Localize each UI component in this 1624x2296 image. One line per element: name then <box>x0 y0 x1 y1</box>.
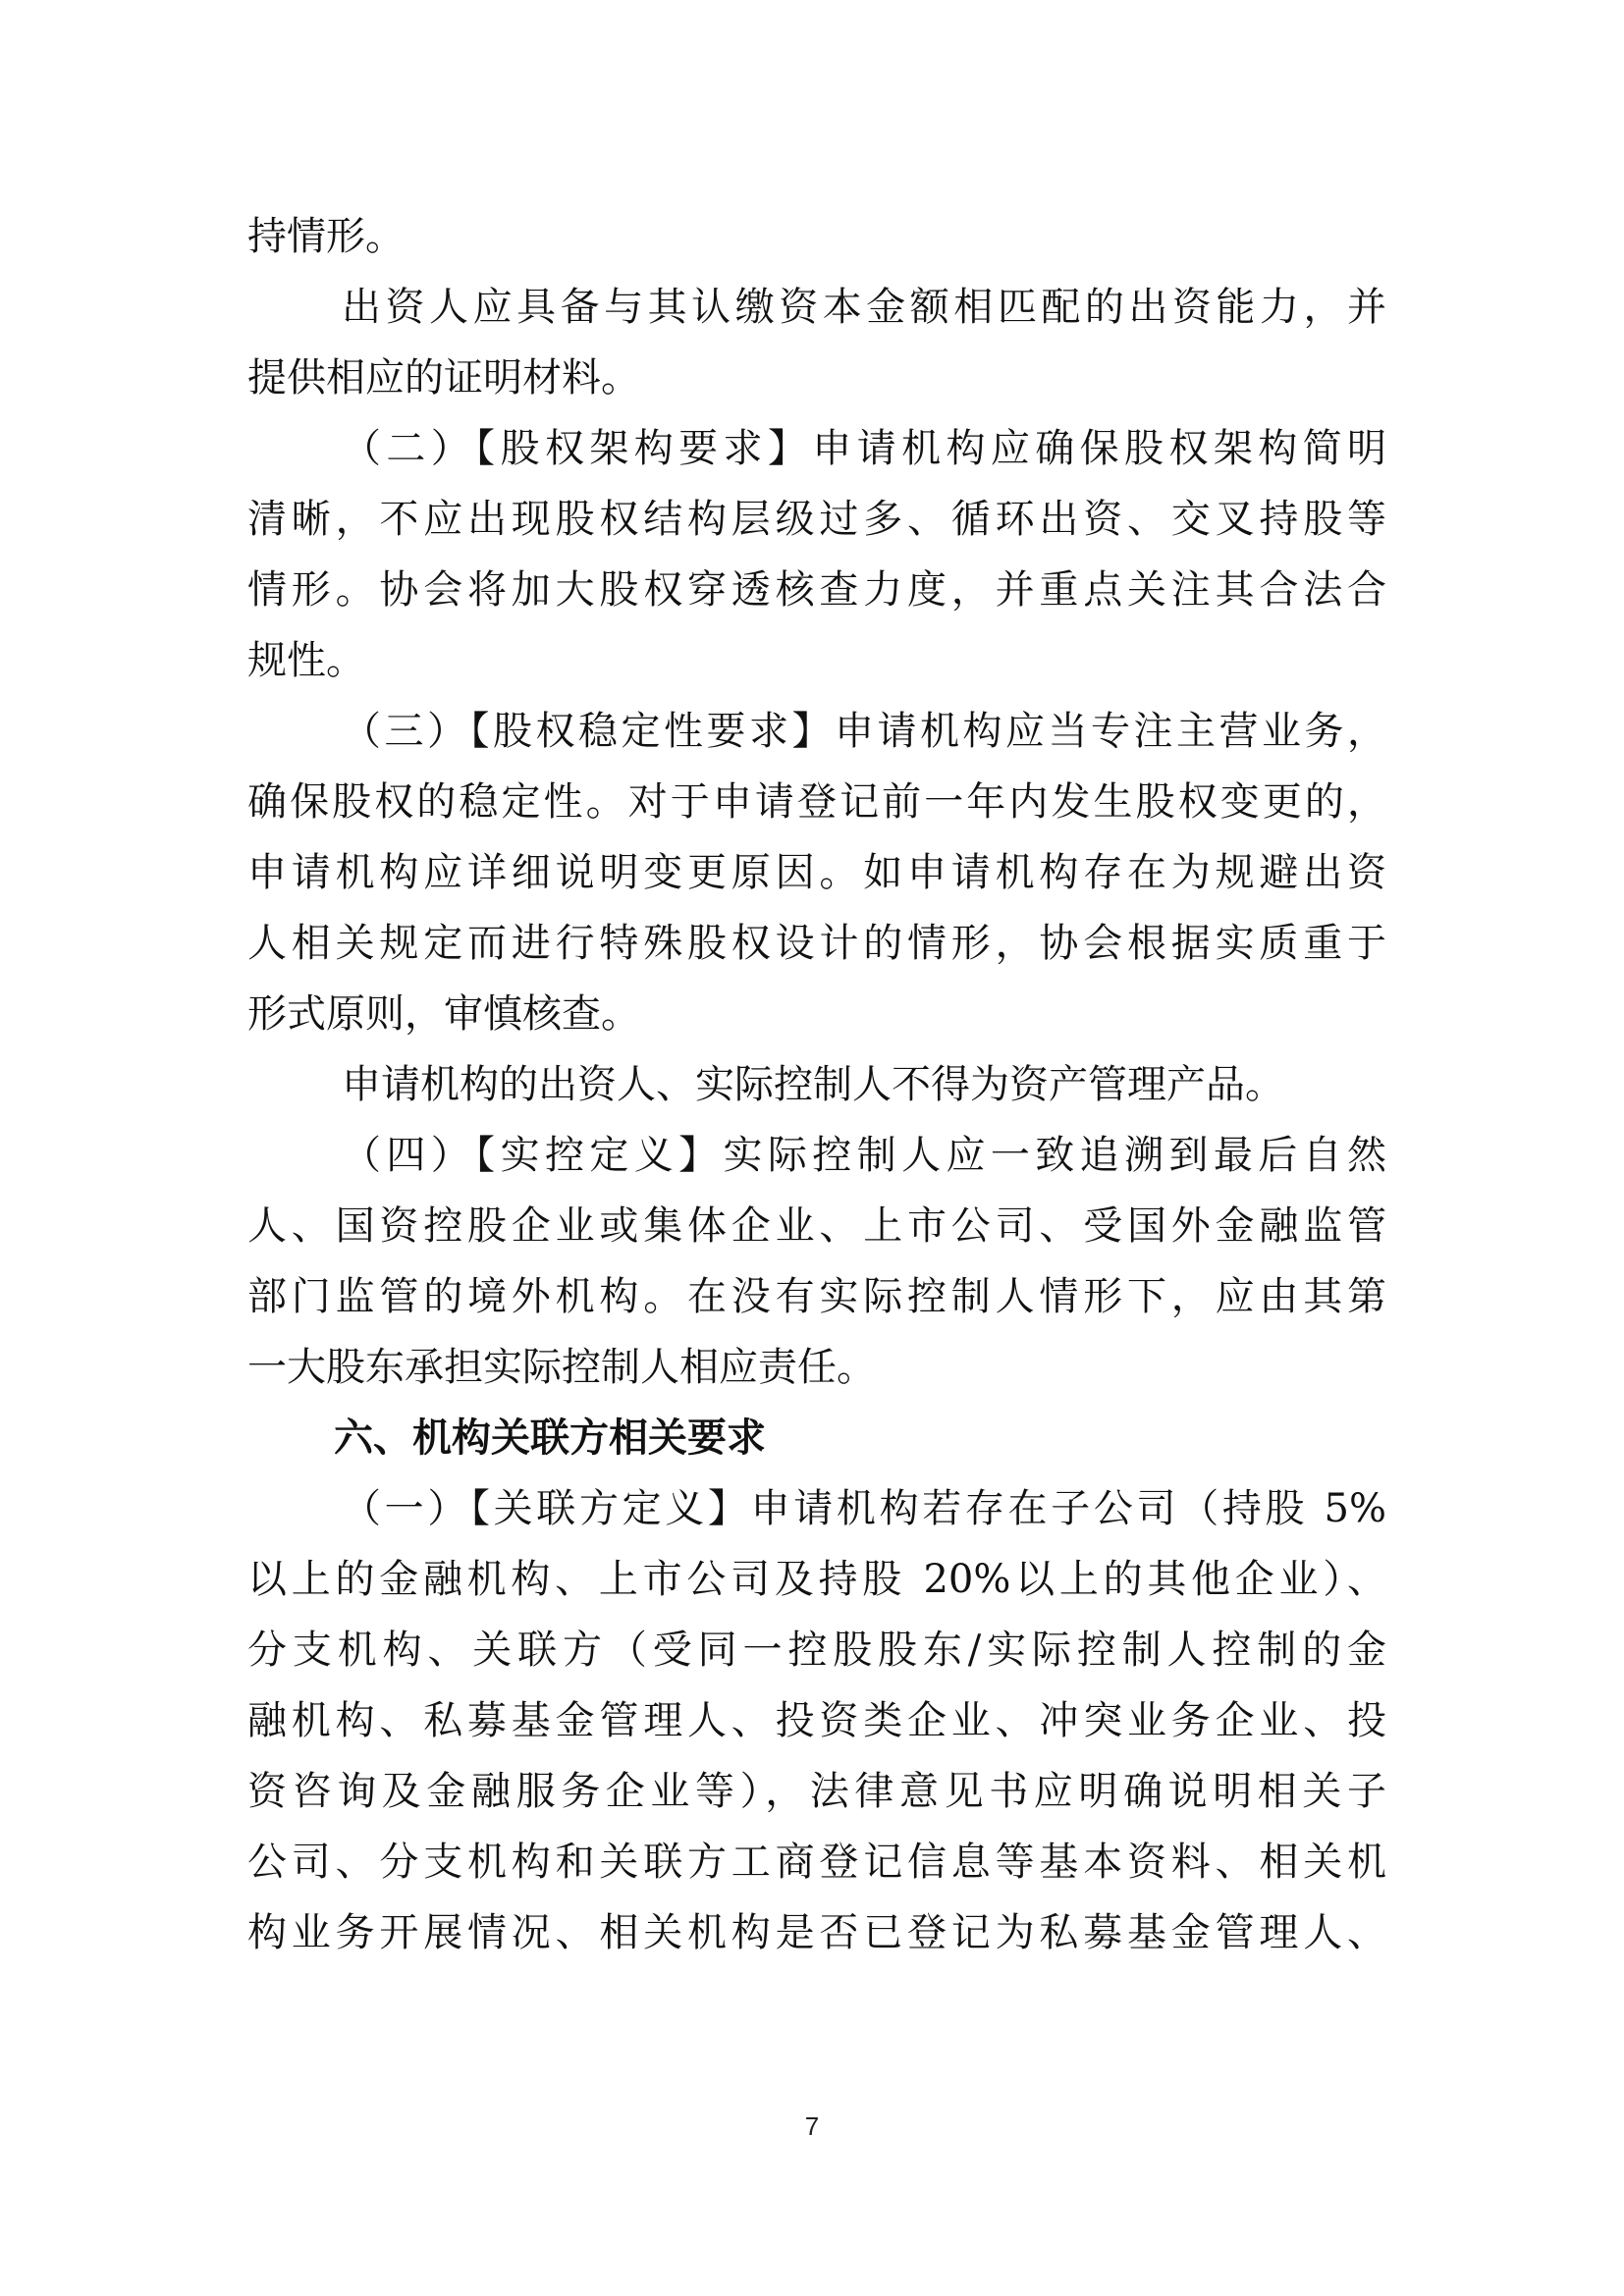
page-number: 7 <box>804 2111 820 2141</box>
text-line: 人、国资控股企业或集体企业、上市公司、受国外金融监管 <box>247 1203 1386 1249</box>
text-line: 确保股权的稳定性。对于申请登记前一年内发生股权变更的， <box>247 779 1386 825</box>
text-line: 构业务开展情况、相关机构是否已登记为私募基金管理人、 <box>247 1910 1386 1955</box>
text-line: 提供相应的证明材料。 <box>247 355 640 400</box>
text-line: 融机构、私募基金管理人、投资类企业、冲突业务企业、投 <box>247 1698 1386 1743</box>
text-line: 持情形。 <box>247 214 405 259</box>
text-line: 情形。协会将加大股权穿透核查力度，并重点关注其合法合 <box>247 567 1386 613</box>
text-line: 清晰，不应出现股权结构层级过多、循环出资、交叉持股等 <box>247 497 1386 542</box>
text-line: 出资人应具备与其认缴资本金额相匹配的出资能力，并 <box>342 285 1386 330</box>
text-line: 申请机构应详细说明变更原因。如申请机构存在为规避出资 <box>247 850 1386 895</box>
text-line: 部门监管的境外机构。在没有实际控制人情形下，应由其第 <box>247 1274 1386 1319</box>
text-line: 形式原则，审慎核查。 <box>247 991 640 1037</box>
text-line: 一大股东承担实际控制人相应责任。 <box>247 1345 876 1390</box>
text-line: 公司、分支机构和关联方工商登记信息等基本资料、相关机 <box>247 1840 1386 1885</box>
text-line: （一）【关联方定义】申请机构若存在子公司（持股 5% <box>342 1486 1386 1531</box>
text-line: 申请机构的出资人、实际控制人不得为资产管理产品。 <box>342 1062 1284 1107</box>
text-line: 规性。 <box>247 638 365 683</box>
text-line: 以上的金融机构、上市公司及持股 20%以上的其他企业）、 <box>247 1557 1386 1602</box>
text-line: （二）【股权架构要求】申请机构应确保股权架构简明 <box>342 426 1386 471</box>
text-line: （四）【实控定义】实际控制人应一致追溯到最后自然 <box>342 1133 1386 1178</box>
text-line: 分支机构、关联方（受同一控股股东/实际控制人控制的金 <box>247 1628 1386 1673</box>
section-heading: 六、机构关联方相关要求 <box>334 1415 766 1461</box>
text-line: （三）【股权稳定性要求】申请机构应当专注主营业务， <box>342 709 1386 754</box>
document-body <box>247 201 1386 1968</box>
text-line: 人相关规定而进行特殊股权设计的情形，协会根据实质重于 <box>247 921 1386 966</box>
text-line: 资咨询及金融服务企业等），法律意见书应明确说明相关子 <box>247 1769 1386 1814</box>
